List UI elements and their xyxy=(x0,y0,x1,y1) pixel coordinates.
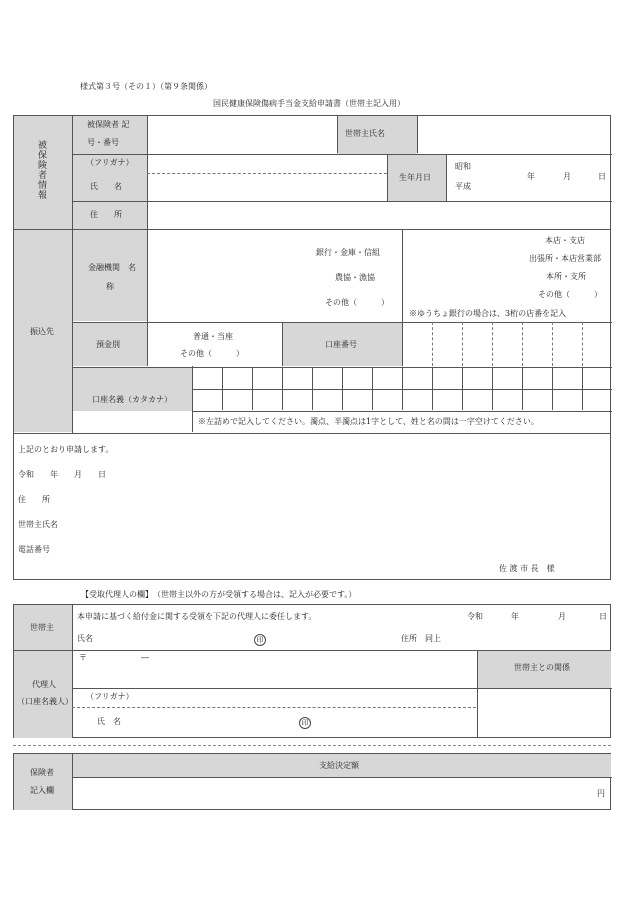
agent-address-field[interactable] xyxy=(72,650,476,687)
branch-type-office[interactable]: 出張所・本店営業部 xyxy=(529,254,601,263)
transfer-section-label: 振込先 xyxy=(30,327,54,336)
name-label: 氏 名 xyxy=(90,182,122,191)
postal-mark: 〒 xyxy=(79,653,87,662)
deposit-type-ordinary[interactable]: 普通・当座 xyxy=(193,332,233,341)
agent-householder-label: 世帯主 xyxy=(30,623,54,632)
era-showa[interactable]: 昭和 xyxy=(455,162,471,171)
form-title: 国民健康保険傷病手当金支給申請書（世帯主記入用） xyxy=(213,99,405,108)
declaration-phone[interactable]: 電話番号 xyxy=(18,545,50,554)
agent-section-title: 【受取代理人の欄】 （世帯主以外の方が受領する場合は、記入が必要です。） xyxy=(81,590,357,599)
declaration-text: 上記のとおり申請します。 xyxy=(18,445,114,454)
account-holder-field[interactable] xyxy=(192,367,611,410)
insured-name-field[interactable] xyxy=(147,154,386,200)
declaration-date[interactable]: 令和 年 月 日 xyxy=(18,470,106,479)
seal-mark: 印 xyxy=(254,634,266,646)
branch-type-honsho[interactable]: 本所・支所 xyxy=(546,272,586,281)
insurer-label: 保険者 xyxy=(30,768,54,777)
deposit-type-label: 預金別 xyxy=(96,340,120,349)
yucho-note: ※ゆうちょ銀行の場合は、3桁の店番を記入 xyxy=(409,309,567,318)
householder-name-field[interactable] xyxy=(417,116,611,153)
bank-name-label: 金融機関 名 xyxy=(88,263,136,272)
insured-number-field[interactable] xyxy=(147,116,336,153)
insured-number-label: 被保険者 記 xyxy=(87,120,130,129)
branch-type-other[interactable]: その他（ ） xyxy=(538,290,602,299)
householder-name-label: 世帯主氏名 xyxy=(345,129,385,138)
bank-name-field[interactable] xyxy=(147,229,307,321)
agent-name-label: 氏 名 xyxy=(97,717,121,726)
insured-address-field[interactable] xyxy=(147,201,611,228)
agent-name-field[interactable] xyxy=(130,688,476,738)
birthdate-label: 生年月日 xyxy=(399,173,431,182)
account-number-label: 口座番号 xyxy=(325,340,357,349)
decided-amount-label: 支給決定額 xyxy=(319,761,359,770)
yen-unit: 円 xyxy=(597,789,605,798)
agent-label: 代理人 xyxy=(32,680,56,689)
insured-section-label: 被保険者情報 xyxy=(36,140,46,200)
relation-field[interactable] xyxy=(477,688,611,738)
deposit-type-other[interactable]: その他（ ） xyxy=(180,349,244,358)
householder-address-same: 住所 同上 xyxy=(401,634,441,643)
declaration-address[interactable]: 住 所 xyxy=(18,495,50,504)
account-holder-label: 口座名義（カタカナ） xyxy=(92,395,172,404)
bank-type-agri[interactable]: 農協・漁協 xyxy=(335,273,375,282)
cut-line xyxy=(13,745,611,746)
bank-type-bank[interactable]: 銀行・金庫・信組 xyxy=(316,248,380,257)
furigana-label: （フリガナ） xyxy=(86,158,134,167)
account-number-field[interactable] xyxy=(402,322,611,366)
address-label: 住 所 xyxy=(90,210,122,219)
delegation-text: 本申請に基づく給付金に関する受領を下記の代理人に委任します。 xyxy=(77,612,317,621)
relation-label: 世帯主との関係 xyxy=(514,663,570,672)
declaration-householder[interactable]: 世帯主氏名 xyxy=(18,520,58,529)
branch-type-branch[interactable]: 本店・支店 xyxy=(545,236,585,245)
addressee: 佐 渡 市 長 様 xyxy=(499,564,555,573)
decided-amount-field[interactable] xyxy=(72,777,611,810)
bank-type-other[interactable]: その他（ ） xyxy=(325,298,389,307)
form-number: 様式第３号（その１）（第９条関係） xyxy=(80,82,212,91)
agent-seal-mark: 印 xyxy=(299,717,311,729)
account-holder-note: ※左詰めで記入してください。濁点、半濁点は1字として、姓と名の間は一字空けてください。 xyxy=(198,417,539,426)
era-heisei[interactable]: 平成 xyxy=(455,182,471,191)
agent-householder-name-label: 氏名 xyxy=(77,634,93,643)
agent-furigana-label: （フリガナ） xyxy=(86,692,134,701)
